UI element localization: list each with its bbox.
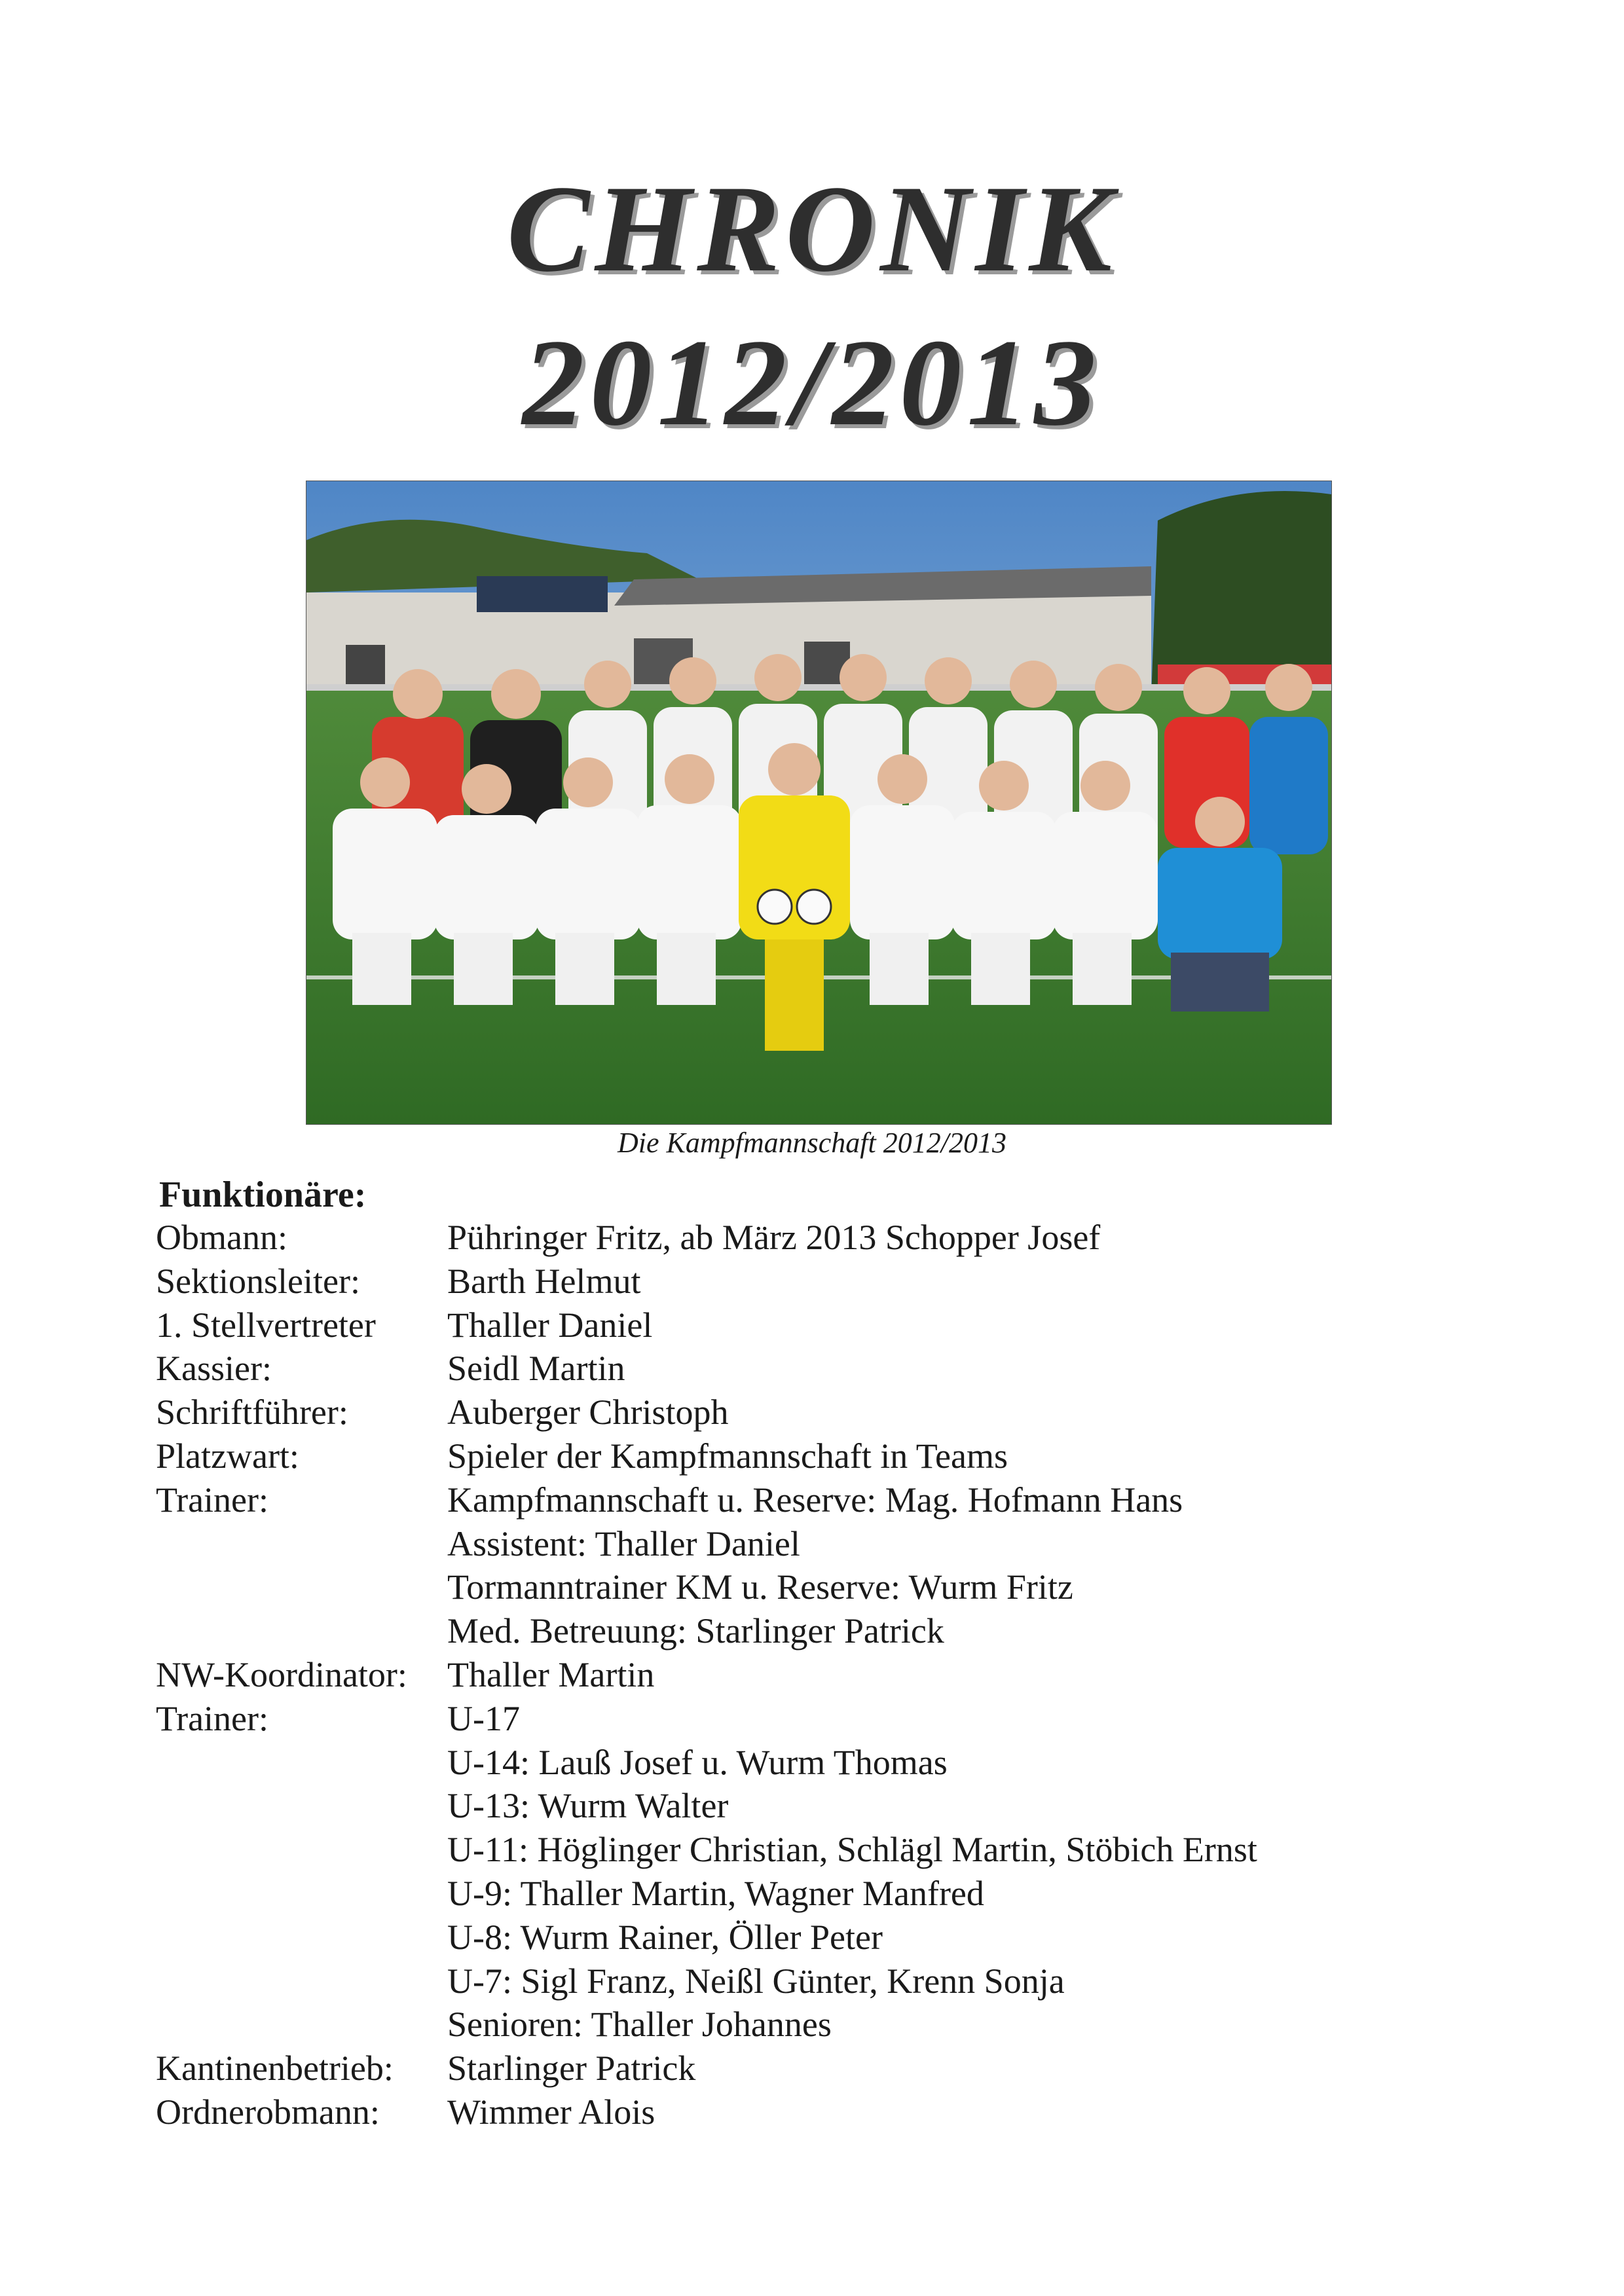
role-value: U-11: Höglinger Christian, Schlägl Martin, Stöbich Ernst bbox=[447, 1830, 1257, 1870]
role-value: Med. Betreuung: Starlinger Patrick bbox=[447, 1611, 944, 1651]
role-value: Senioren: Thaller Johannes bbox=[447, 2005, 832, 2045]
role-label: Trainer: bbox=[156, 1698, 268, 1738]
role-value: U-8: Wurm Rainer, Öller Peter bbox=[447, 1917, 883, 1957]
role-label: Kassier: bbox=[156, 1349, 272, 1389]
role-value: Assistent: Thaller Daniel bbox=[447, 1523, 800, 1563]
role-value: Tormanntrainer KM u. Reserve: Wurm Fritz bbox=[447, 1567, 1073, 1607]
role-value: U-14: Lauß Josef u. Wurm Thomas bbox=[447, 1742, 948, 1782]
role-label: Kantinenbetrieb: bbox=[156, 2049, 394, 2088]
role-value: Seidl Martin bbox=[447, 1349, 625, 1389]
role-value: Pühringer Fritz, ab März 2013 Schopper Josef bbox=[447, 1218, 1101, 1257]
role-value: Thaller Daniel bbox=[447, 1305, 653, 1345]
role-label: Sektionsleiter: bbox=[156, 1261, 360, 1301]
season-title: 2012/2013 bbox=[522, 314, 1102, 452]
chronicle-title: CHRONIK bbox=[506, 160, 1118, 298]
role-label: Platzwart: bbox=[156, 1436, 299, 1476]
role-label: Trainer: bbox=[156, 1480, 268, 1520]
role-value: Barth Helmut bbox=[447, 1261, 641, 1301]
functionaries-heading: Funktionäre: bbox=[159, 1175, 367, 1215]
role-label: Obmann: bbox=[156, 1218, 287, 1257]
role-value: U-17 bbox=[447, 1698, 520, 1738]
role-value: Wimmer Alois bbox=[447, 2092, 655, 2132]
photo-caption: Die Kampfmannschaft 2012/2013 bbox=[618, 1127, 1006, 1159]
team-photo bbox=[306, 481, 1332, 1125]
role-label: Ordnerobmann: bbox=[156, 2092, 380, 2132]
role-value: Starlinger Patrick bbox=[447, 2049, 696, 2088]
role-value: Thaller Martin bbox=[447, 1654, 655, 1694]
role-value: Kampfmannschaft u. Reserve: Mag. Hofmann Hans bbox=[447, 1480, 1183, 1520]
role-value: U-7: Sigl Franz, Neißl Günter, Krenn Sonja bbox=[447, 1961, 1065, 2001]
role-value: Auberger Christoph bbox=[447, 1393, 729, 1432]
role-value: U-9: Thaller Martin, Wagner Manfred bbox=[447, 1873, 984, 1913]
role-value: Spieler der Kampfmannschaft in Teams bbox=[447, 1436, 1008, 1476]
role-label: 1. Stellvertreter bbox=[156, 1305, 376, 1345]
role-label: NW-Koordinator: bbox=[156, 1654, 407, 1694]
role-label: Schriftführer: bbox=[156, 1393, 348, 1432]
role-value: U-13: Wurm Walter bbox=[447, 1786, 729, 1826]
